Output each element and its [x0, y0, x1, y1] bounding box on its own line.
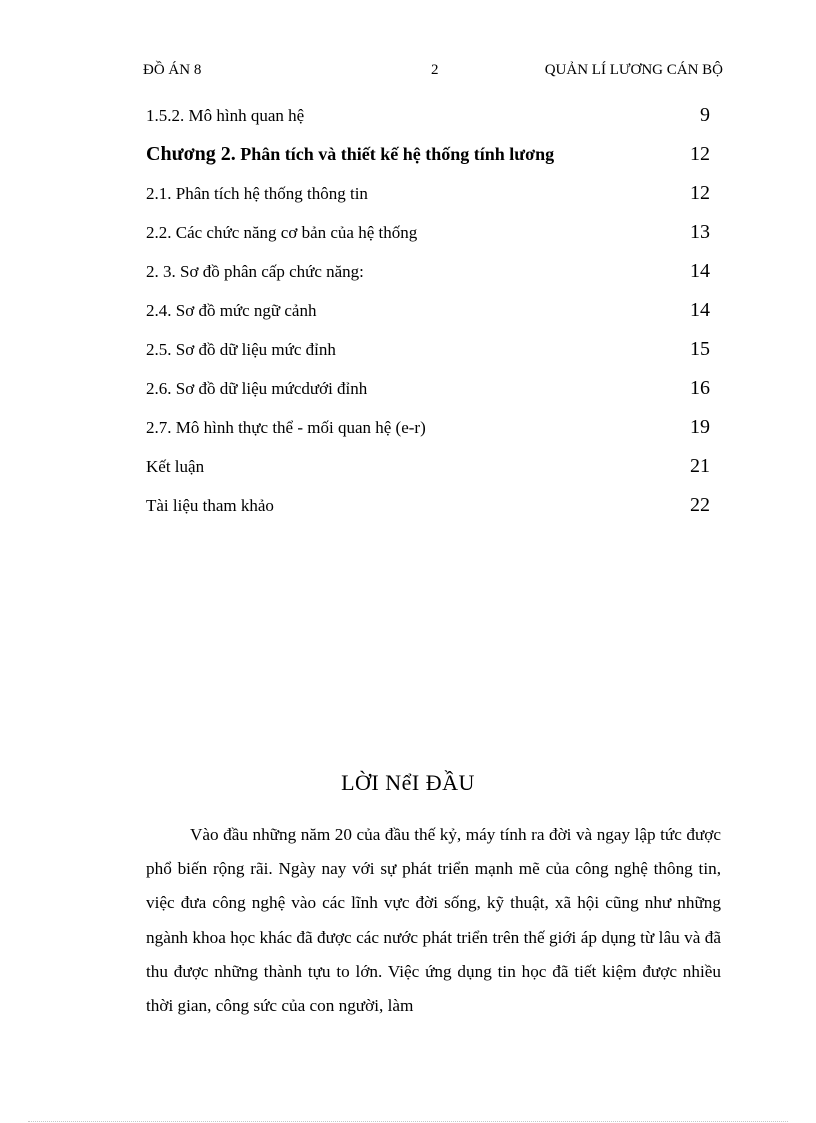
toc-entry-label: 2.5. Sơ đồ dữ liệu mức đỉnh — [146, 340, 336, 359]
toc-entry-page: 14 — [690, 260, 710, 282]
preface-paragraph: Vào đầu những năm 20 của đầu thế kỷ, máy tính ra đời và ngay lập tức được phổ biến rộng rãi. Ngày nay với sự phát triển mạnh mẽ của công nghệ thông tin, việc đưa công nghệ vào các lĩnh vực đời sống, kỹ thuật, xã hội cũng như những ngành khoa học khác đã được các nước phát triển trên thế giới áp dụng từ lâu và đã thu được những thành tựu to lớn. Việc ứng dụng tin học đã tiết kiệm được nhiều thời gian, công sức của con người, làm — [146, 825, 721, 1016]
toc-entry-page: 22 — [690, 494, 710, 516]
header-right-title: QUẢN LÍ LƯƠNG CÁN BỘ — [544, 62, 723, 78]
toc-entry-label: Kết luận — [146, 457, 205, 476]
toc-entry-label: 1.5.2. Mô hình quan hệ — [146, 106, 305, 125]
toc-entry[interactable] — [146, 297, 710, 336]
toc-entry[interactable] — [146, 102, 710, 141]
toc-entry-label: Tài liệu tham khảo — [146, 496, 274, 515]
toc-entry-label: 2.7. Mô hình thực thể - mối quan hệ (e-r) — [146, 418, 426, 437]
toc-entry[interactable] — [146, 219, 710, 258]
toc-entry-label: 2. 3. Sơ đồ phân cấp chức năng: — [146, 262, 364, 281]
toc-entry[interactable] — [146, 414, 710, 453]
preface-title: LỜI NểI ĐẦU — [341, 770, 475, 795]
toc-entry-label: 2.6. Sơ đồ dữ liệu mứcdưới đỉnh — [146, 379, 368, 398]
toc-entry-label: 2.2. Các chức năng cơ bản của hệ thống — [146, 223, 418, 242]
toc-entry-label: 2.4. Sơ đồ mức ngữ cảnh — [146, 301, 317, 320]
toc-chapter-title: Phân tích và thiết kế hệ thống tính lương — [240, 144, 555, 164]
table-of-contents — [146, 102, 710, 531]
toc-entry-page: 12 — [690, 143, 710, 165]
toc-entry-page: 15 — [690, 338, 710, 360]
toc-entry[interactable] — [146, 336, 710, 375]
toc-entry[interactable] — [146, 180, 710, 219]
page-header — [143, 62, 723, 84]
toc-entry-label: 2.1. Phân tích hệ thống thông tin — [146, 184, 368, 203]
page-bottom-divider — [28, 1121, 788, 1122]
toc-entry-page: 16 — [690, 377, 710, 399]
toc-entry-page: 14 — [690, 299, 710, 321]
toc-entry[interactable] — [146, 453, 710, 492]
header-left-title: ĐỒ ÁN 8 — [143, 62, 202, 78]
toc-chapter-prefix: Chương 2. — [146, 143, 236, 165]
toc-entry[interactable] — [146, 492, 710, 531]
toc-chapter-entry[interactable] — [146, 141, 710, 180]
toc-entry-page: 13 — [690, 221, 710, 243]
toc-entry[interactable] — [146, 258, 710, 297]
toc-entry[interactable] — [146, 375, 710, 414]
toc-entry-page: 21 — [690, 455, 710, 477]
toc-entry-page: 12 — [690, 182, 710, 204]
preface-body — [146, 818, 721, 1023]
toc-chapter-label — [146, 143, 554, 166]
toc-entry-page: 9 — [700, 104, 710, 126]
toc-entry-page: 19 — [690, 416, 710, 438]
header-page-number: 2 — [431, 62, 439, 78]
